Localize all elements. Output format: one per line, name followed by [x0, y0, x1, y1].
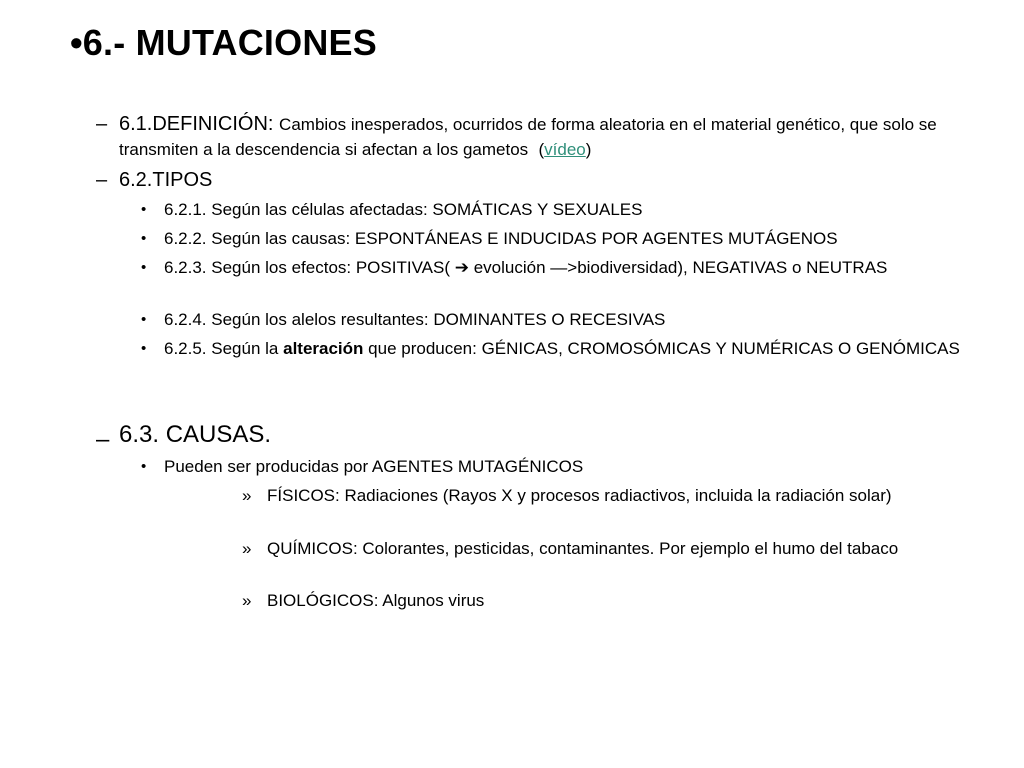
- tipo-item-bold: alteración: [283, 339, 364, 358]
- definition-text: Cambios inesperados, ocurridos de forma aleatoria en el material genético, que solo se transmiten a la descendencia si afectan a los gametos: [119, 115, 937, 159]
- definition-label: 6.1.DEFINICIÓN:: [119, 113, 274, 135]
- tipo-item: 6.2.2. Según las causas: ESPONTÁNEAS E INDUCIDAS POR AGENTES MUTÁGENOS: [164, 229, 838, 248]
- paren-close: ): [585, 140, 592, 159]
- bullet-icon: •: [141, 340, 147, 357]
- causa-item: BIOLÓGICOS: Algunos virus: [267, 591, 485, 610]
- bullet-icon: •: [141, 201, 147, 218]
- tipo-item: 6.2.4. Según los alelos resultantes: DOMINANTES O RECESIVAS: [164, 310, 666, 329]
- raquo-icon: »: [242, 591, 252, 610]
- video-link[interactable]: vídeo: [544, 140, 586, 159]
- tipo-item: [164, 257, 974, 279]
- tipo-item-text: que producen: GÉNICAS, CROMOSÓMICAS Y NUMÉRICAS O GENÓMICAS: [368, 339, 960, 358]
- tipo-item-text: evolución —>biodiversidad), NEGATIVAS o NEUTRAS: [473, 258, 888, 277]
- raquo-icon: »: [242, 486, 252, 505]
- dash-marker: –: [96, 169, 108, 191]
- tipo-item-text: 6.2.5. Según la: [164, 339, 279, 358]
- slide-title: •6.- MUTACIONES: [70, 22, 377, 63]
- definition-item: [119, 112, 979, 162]
- raquo-icon: »: [242, 539, 252, 558]
- tipo-item: 6.2.1. Según las células afectadas: SOMÁTICAS Y SEXUALES: [164, 200, 643, 219]
- causa-item: FÍSICOS: Radiaciones (Rayos X y procesos radiactivos, incluida la radiación solar): [267, 486, 892, 505]
- tipo-item-text: 6.2.3. Según los efectos: POSITIVAS(: [164, 258, 450, 277]
- dash-marker: –: [96, 113, 108, 135]
- causa-item: QUÍMICOS: Colorantes, pesticidas, contaminantes. Por ejemplo el humo del tabaco: [267, 539, 899, 558]
- bullet-icon: •: [141, 458, 147, 475]
- bullet-icon: •: [141, 259, 147, 276]
- paren-open: (: [538, 140, 545, 159]
- bullet-icon: •: [141, 230, 147, 247]
- bullet-icon: •: [141, 311, 147, 328]
- dash-marker: –: [96, 426, 110, 453]
- tipos-label: 6.2.TIPOS: [119, 169, 213, 191]
- tipo-item: [164, 338, 974, 360]
- causas-intro: Pueden ser producidas por AGENTES MUTAGÉNICOS: [164, 457, 584, 476]
- causas-label: 6.3. CAUSAS.: [119, 421, 272, 448]
- arrow-right-icon: ➔: [454, 258, 469, 277]
